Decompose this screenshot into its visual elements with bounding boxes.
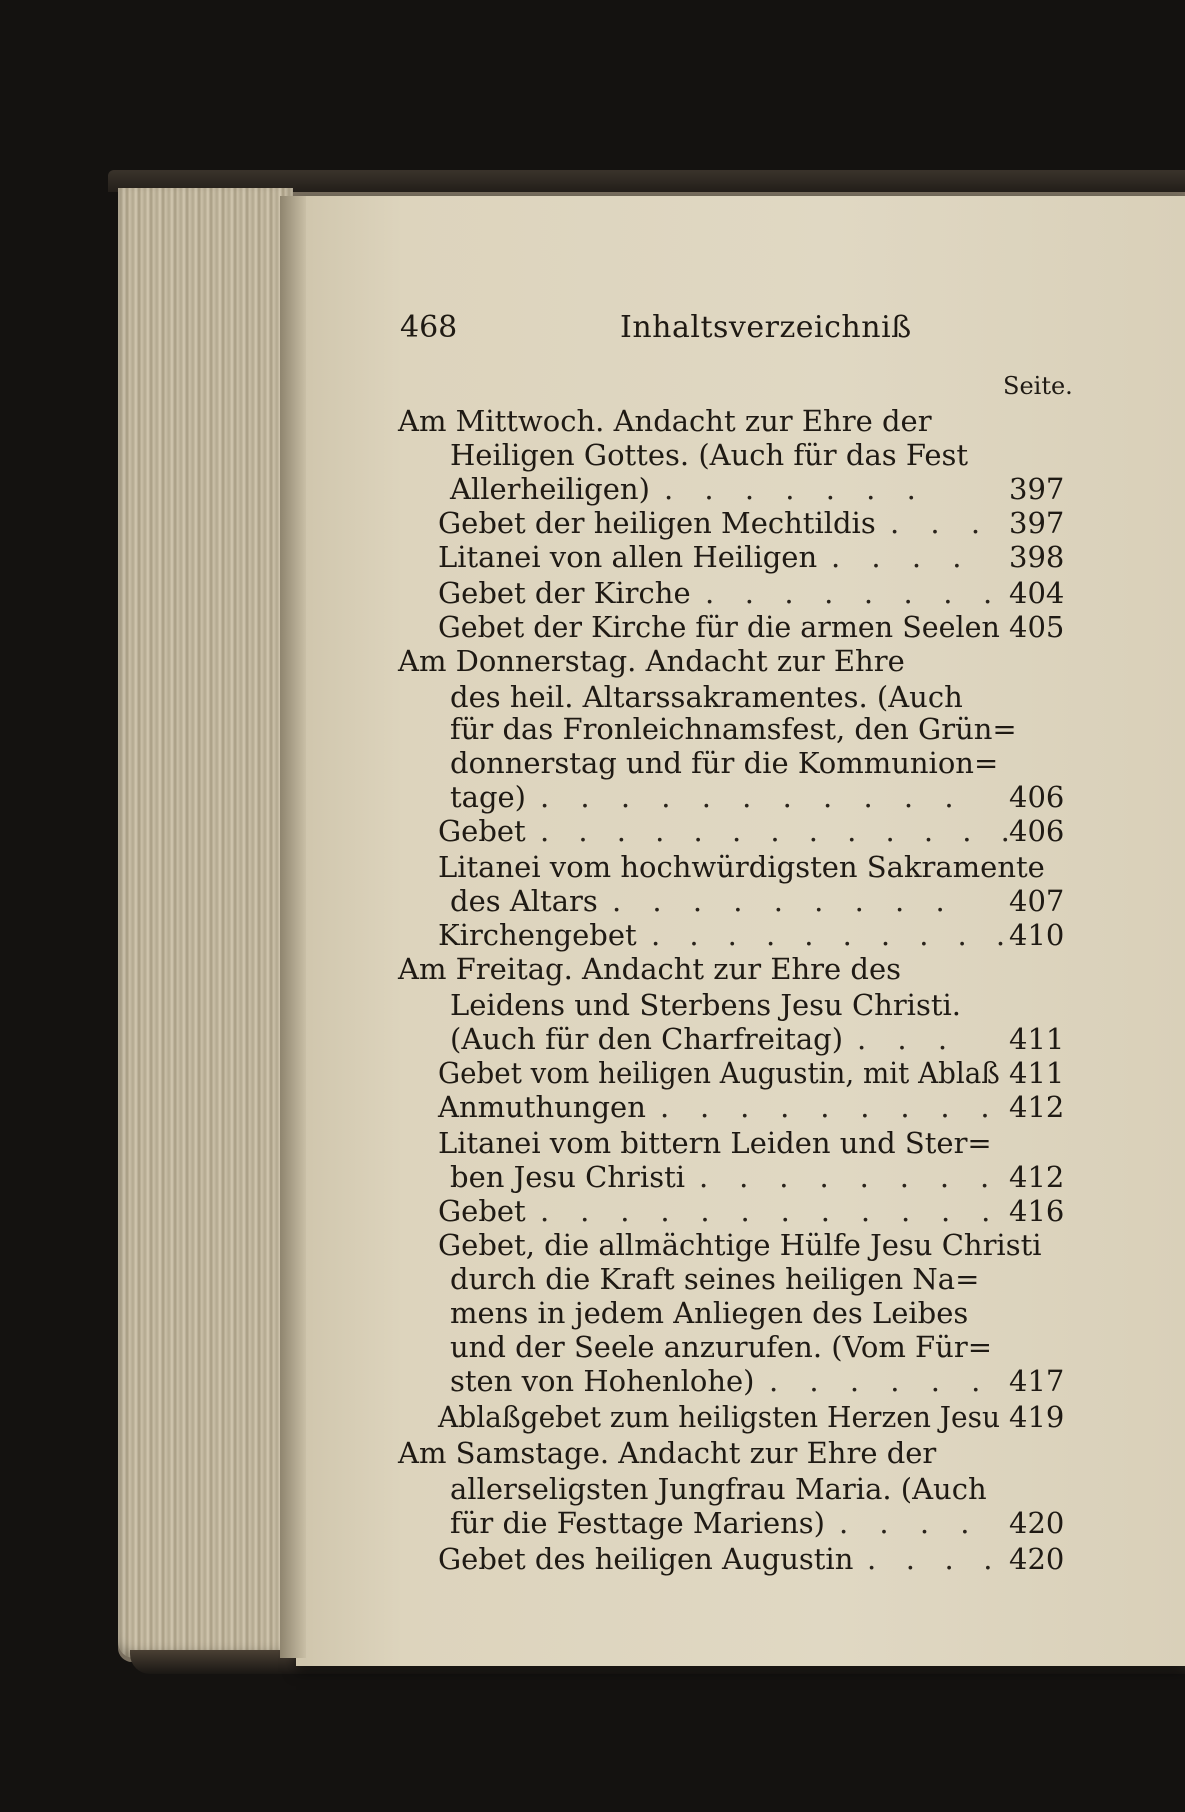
toc-dot-leader: . . . . . . . . . . <box>651 918 1016 952</box>
toc-line-text: des heil. Altarssakramentes. (Auch <box>450 680 963 714</box>
toc-line-text: Gebet <box>438 1194 526 1228</box>
toc-line <box>0 850 1185 884</box>
toc-dot-leader: . . . . . . . <box>664 472 927 506</box>
toc-line <box>0 1194 1185 1228</box>
toc-line <box>0 1364 1185 1398</box>
toc-line-text: Gebet, die allmächtige Hülfe Jesu Christi <box>438 1228 1042 1262</box>
toc-dot-leader: . . . . <box>831 540 973 574</box>
toc-line-text: (Auch für den Charfreitag) <box>450 1022 844 1056</box>
toc-line-text: Am Mittwoch. Andacht zur Ehre der <box>398 404 932 438</box>
toc-dot-leader: . . . . <box>867 1542 1003 1576</box>
toc-line-text: durch die Kraft seines heiligen Na= <box>450 1262 980 1296</box>
toc-page-number: 419 <box>1009 1400 1065 1434</box>
toc-line-text: allerseligsten Jungfrau Maria. (Auch <box>450 1472 987 1506</box>
toc-line <box>0 438 1185 472</box>
toc-line <box>0 1330 1185 1364</box>
toc-line <box>0 952 1185 986</box>
toc-page-number: 420 <box>1009 1542 1065 1576</box>
toc-line <box>0 1436 1185 1470</box>
toc-line-text: Anmuthungen <box>438 1090 646 1124</box>
toc-line <box>0 884 1185 918</box>
toc-line <box>0 472 1185 506</box>
toc-dot-leader: . . . . . . . . . <box>660 1090 1001 1124</box>
toc-line-text: Gebet des heiligen Augustin <box>438 1542 854 1576</box>
toc-line <box>0 1506 1185 1540</box>
toc-line-text: donnerstag und für die Kommunion= <box>450 746 999 780</box>
toc-line <box>0 1296 1185 1330</box>
toc-line <box>0 918 1185 952</box>
toc-line <box>0 746 1185 780</box>
toc-page-number: 412 <box>1009 1160 1065 1194</box>
toc-page-number: 407 <box>1009 884 1065 918</box>
toc-line-text: Litanei vom bittern Leiden und Ster= <box>438 1126 992 1160</box>
toc-page-number: 417 <box>1009 1364 1065 1398</box>
toc-line-text: Gebet der Kirche <box>438 576 691 610</box>
toc-line-text: Leidens und Sterbens Jesu Christi. <box>450 988 961 1022</box>
toc-line-text: und der Seele anzurufen. (Vom Für= <box>450 1330 992 1364</box>
toc-page-number: 411 <box>1009 1056 1065 1090</box>
toc-line <box>0 1126 1185 1160</box>
toc-line <box>0 780 1185 814</box>
toc-line-text: Ablaßgebet zum heiligsten Herzen Jesu <box>438 1400 1001 1434</box>
toc-dot-leader: . . . . . . . . <box>699 1160 1001 1194</box>
toc-line <box>0 1400 1185 1434</box>
toc-line-text: des Altars <box>450 884 598 918</box>
toc-line-text: Heiligen Gottes. (Auch für das Fest <box>450 438 969 472</box>
page-number: 468 <box>400 310 458 345</box>
toc-line <box>0 1160 1185 1194</box>
toc-line-text: Am Freitag. Andacht zur Ehre des <box>398 952 902 986</box>
toc-line-text: Gebet der heiligen Mechtildis <box>438 506 876 540</box>
toc-dot-leader: . . . . <box>839 1506 981 1540</box>
toc-line-text: Litanei von allen Heiligen <box>438 540 818 574</box>
page-column-label: Seite. <box>1003 372 1073 400</box>
toc-dot-leader: . . . <box>857 1022 959 1056</box>
toc-page-number: 398 <box>1009 540 1065 574</box>
toc-line-text: Am Donnerstag. Andacht zur Ehre <box>398 644 905 678</box>
toc-line <box>0 1262 1185 1296</box>
toc-line <box>0 814 1185 848</box>
toc-line <box>0 1472 1185 1506</box>
toc-page-number: 397 <box>1009 472 1065 506</box>
toc-line <box>0 506 1185 540</box>
toc-page-number: 404 <box>1009 576 1065 610</box>
toc-dot-leader: . . . . . . . . . <box>612 884 956 918</box>
toc-line-text: mens in jedem Anliegen des Leibes <box>450 1296 969 1330</box>
toc-line-text: Allerheiligen) <box>450 472 650 506</box>
toc-dot-leader: . . . . . . . . . . . <box>540 780 965 814</box>
toc-page-number: 405 <box>1009 610 1065 644</box>
toc-line-text: Kirchengebet <box>438 918 637 952</box>
toc-line-text: Gebet <box>438 814 526 848</box>
toc-line <box>0 610 1185 644</box>
toc-line-text: Gebet vom heiligen Augustin, mit Ablaß <box>438 1056 1000 1090</box>
toc-page-number: 406 <box>1009 780 1065 814</box>
toc-line <box>0 988 1185 1022</box>
toc-line <box>0 576 1185 610</box>
toc-page-number: 412 <box>1009 1090 1065 1124</box>
toc-dot-leader: . . . . . . . . . . . . <box>540 1194 1002 1228</box>
toc-page-number: 406 <box>1009 814 1065 848</box>
toc-line <box>0 680 1185 714</box>
toc-line <box>0 404 1185 438</box>
toc-page-number: 420 <box>1009 1506 1065 1540</box>
toc-dot-leader: . . . . . . <box>769 1364 992 1398</box>
toc-line-text: Gebet der Kirche für die armen Seelen <box>438 610 1000 644</box>
toc-dot-leader: . . . . . . . . . . . . . <box>540 814 1020 848</box>
toc-page-number: 416 <box>1009 1194 1065 1228</box>
toc-page-number: 397 <box>1009 506 1065 540</box>
toc-line <box>0 1542 1185 1576</box>
toc-line-text: Litanei vom hochwürdigsten Sakramente <box>438 850 1045 884</box>
toc-line <box>0 712 1185 746</box>
toc-line-text: tage) <box>450 780 526 814</box>
toc-dot-leader: . . . . . . . . <box>705 576 1003 610</box>
toc-line-text: Am Samstage. Andacht zur Ehre der <box>398 1436 937 1470</box>
toc-line <box>0 1228 1185 1262</box>
toc-line-text: für die Festtage Mariens) <box>450 1506 825 1540</box>
toc-line <box>0 644 1185 678</box>
toc-page-number: 411 <box>1009 1022 1065 1056</box>
toc-line <box>0 540 1185 574</box>
toc-line <box>0 1022 1185 1056</box>
running-title: Inhaltsverzeichniß <box>620 310 912 345</box>
toc-dot-leader: . . . <box>890 506 992 540</box>
toc-line <box>0 1056 1185 1090</box>
toc-line <box>0 1090 1185 1124</box>
toc-line-text: sten von Hohenlohe) <box>450 1364 755 1398</box>
toc-page-number: 410 <box>1009 918 1065 952</box>
toc-line-text: für das Fronleichnamsfest, den Grün= <box>450 712 1017 746</box>
toc-line-text: ben Jesu Christi <box>450 1160 686 1194</box>
